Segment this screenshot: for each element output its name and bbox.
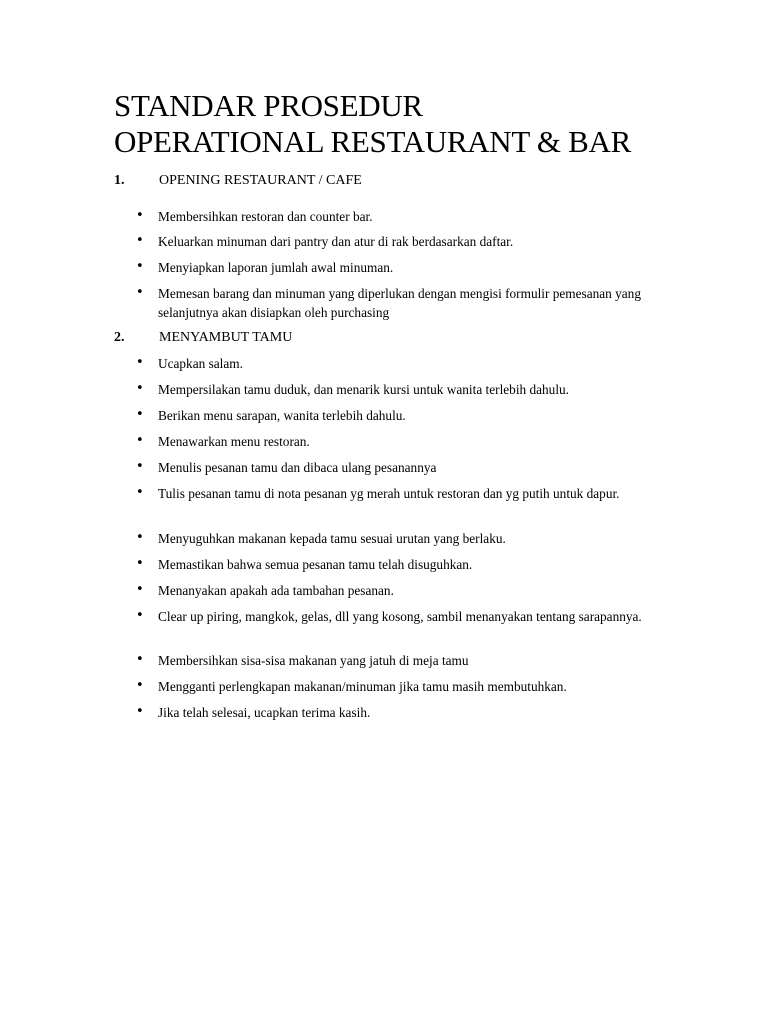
bullet-icon: • <box>136 485 144 500</box>
list-item: • Membersihkan sisa-sisa makanan yang jatuh di meja tamu <box>136 652 469 668</box>
list-item: • Mengganti perlengkapan makanan/minuman jika tamu masih membutuhkan. <box>136 678 567 694</box>
bullet-icon: • <box>136 582 144 597</box>
bullet-icon: • <box>136 233 144 248</box>
list-item: • Menanyakan apakah ada tambahan pesanan. <box>136 582 394 598</box>
bullet-icon: • <box>136 556 144 571</box>
list-item: • Memastikan bahwa semua pesanan tamu telah disuguhkan. <box>136 556 473 572</box>
bullet-icon: • <box>136 259 144 274</box>
list-item: • Berikan menu sarapan, wanita terlebih dahulu. <box>136 407 406 423</box>
list-item: • Clear up piring, mangkok, gelas, dll yang kosong, sambil menanyakan tentang sarapannya. <box>136 608 642 624</box>
list-item: • Keluarkan minuman dari pantry dan atur di rak berdasarkan daftar. <box>136 233 514 249</box>
list-item: • Tulis pesanan tamu di nota pesanan yg merah untuk restoran dan yg putih untuk dapur. <box>136 485 620 501</box>
document-title <box>114 88 631 160</box>
title-line-2: OPERATIONAL RESTAURANT & BAR <box>114 124 632 159</box>
list-item: • Menulis pesanan tamu dan dibaca ulang pesanannya <box>136 459 437 475</box>
section-title: OPENING RESTAURANT / CAFE <box>159 173 362 188</box>
bullet-icon: • <box>136 678 144 693</box>
section-number: 1. <box>114 173 125 188</box>
bullet-icon: • <box>136 459 144 474</box>
list-item: • Memesan barang dan minuman yang diperlukan dengan mengisi formulir pemesanan yang selanjutnya akan disiapkan oleh purchasing <box>136 285 641 320</box>
bullet-icon: • <box>136 433 144 448</box>
list-item: • Jika telah selesai, ucapkan terima kasih. <box>136 704 371 720</box>
section-title: MENYAMBUT TAMU <box>159 330 293 345</box>
bullet-icon: • <box>136 407 144 422</box>
bullet-icon: • <box>136 355 144 370</box>
title-line-1: STANDAR PROSEDUR <box>114 88 423 123</box>
list-item: • Mempersilakan tamu duduk, dan menarik kursi untuk wanita terlebih dahulu. <box>136 381 569 397</box>
bullet-icon: • <box>136 381 144 396</box>
list-item: • Menawarkan menu restoran. <box>136 433 310 449</box>
bullet-icon: • <box>136 208 144 223</box>
bullet-icon: • <box>136 530 144 545</box>
list-item: • Membersihkan restoran dan counter bar. <box>136 208 373 224</box>
section-number: 2. <box>114 330 125 345</box>
bullet-icon: • <box>136 652 144 667</box>
list-item: • Menyiapkan laporan jumlah awal minuman. <box>136 259 394 275</box>
list-item: • Ucapkan salam. <box>136 355 243 371</box>
bullet-icon: • <box>136 608 144 623</box>
bullet-icon: • <box>136 704 144 719</box>
list-item: • Menyuguhkan makanan kepada tamu sesuai urutan yang berlaku. <box>136 530 506 546</box>
bullet-icon: • <box>136 285 144 300</box>
